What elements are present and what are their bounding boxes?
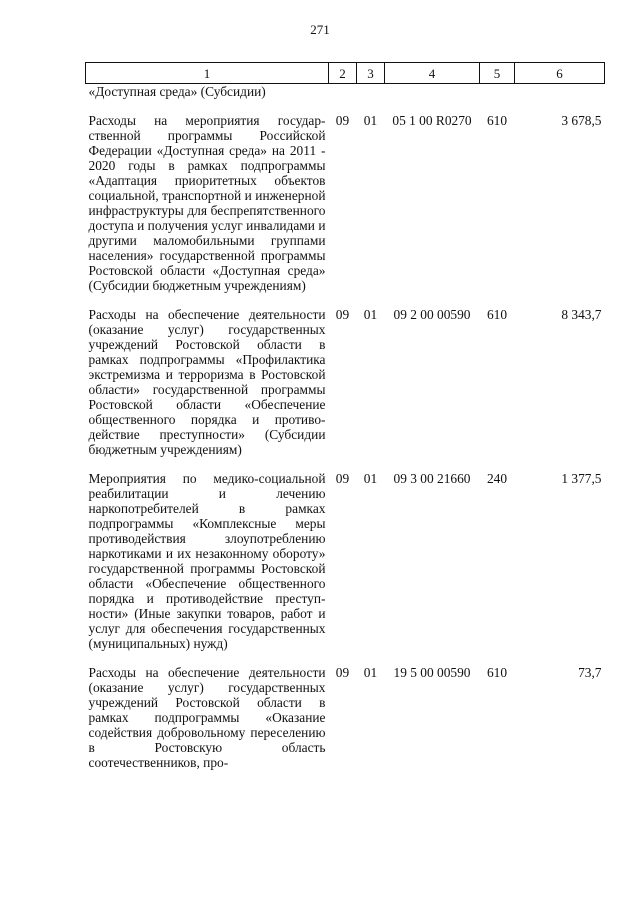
row-expense-type: 240	[486, 471, 508, 486]
continuation-row	[86, 84, 605, 104]
row-description: Расходы на обеспечение деятельности (оказание услуг) государственных учреждений Ростовской области в рамках подпрограммы «Профилактика экстремизма и терроризма в Ростовской области» государственной программы Ростовской области «Обеспечение общественного порядка и противодействие преступности» (Субсидии бюджетным учреждениям)	[88, 307, 326, 457]
row-expense-type: 610	[486, 307, 508, 322]
row-expense-type: 610	[486, 665, 508, 680]
table-body	[86, 84, 605, 775]
column-header-6: 6	[515, 63, 605, 84]
row-subsection: 01	[363, 113, 378, 128]
table-row	[86, 461, 605, 655]
row-section: 09	[335, 307, 350, 322]
header-row	[86, 63, 605, 84]
table-row	[86, 103, 605, 297]
budget-table	[85, 62, 605, 774]
row-target-article: 19 5 00 00590	[393, 665, 471, 680]
row-expense-type: 610	[486, 113, 508, 128]
row-target-article: 09 2 00 00590	[393, 307, 471, 322]
row-section: 09	[335, 113, 350, 128]
column-header-3: 3	[357, 63, 385, 84]
row-amount: 8 343,7	[561, 307, 602, 322]
table-row	[86, 655, 605, 774]
row-section: 09	[335, 471, 350, 486]
row-subsection: 01	[363, 665, 378, 680]
row-description: Расходы на обеспечение деятельности (оказание услуг) государственных учреждений Ростовской области в рамках подпрограммы «Оказание содействия добровольному переселению в Ростовскую область соотечественников, про-	[88, 665, 326, 770]
row-description: Мероприятия по медико-социальной реабилитации и лечению наркопотребителей в рамках подпрограммы «Комплексные меры противодействия злоупотреблению наркотиками и их незаконному обороту» государственной программы Ростовской области «Обеспечение общественного порядка и противодействие преступности» (Иные закупки товаров, работ и услуг для обеспечения государственных (муниципальных) нужд)	[88, 471, 326, 651]
row-description: Расходы на мероприятия государственной программы Российской Федерации «Доступная среда» на 2011 - 2020 годы в рамках подпрограммы «Адаптация приоритетных объектов социальной, транспортной и инженерной инфраструктуры для беспрепятственного доступа и получения услуг инвалидами и другими маломобильными группами населения» государственной программы Ростовской области «Доступная среда» (Субсидии бюджетным учреждениям)	[88, 113, 326, 293]
column-header-5: 5	[480, 63, 515, 84]
column-header-1: 1	[86, 63, 329, 84]
continuation-text: «Доступная среда» (Субсидии)	[88, 84, 266, 99]
row-section: 09	[335, 665, 350, 680]
table-row	[86, 297, 605, 461]
column-header-2: 2	[329, 63, 357, 84]
row-target-article: 05 1 00 R0270	[392, 113, 472, 128]
row-amount: 1 377,5	[561, 471, 602, 486]
row-amount: 3 678,5	[561, 113, 602, 128]
table-header	[86, 63, 605, 84]
column-header-4: 4	[385, 63, 480, 84]
page-number: 271	[310, 22, 330, 37]
row-amount: 73,7	[578, 665, 602, 680]
row-target-article: 09 3 00 21660	[393, 471, 471, 486]
row-subsection: 01	[363, 307, 378, 322]
row-subsection: 01	[363, 471, 378, 486]
